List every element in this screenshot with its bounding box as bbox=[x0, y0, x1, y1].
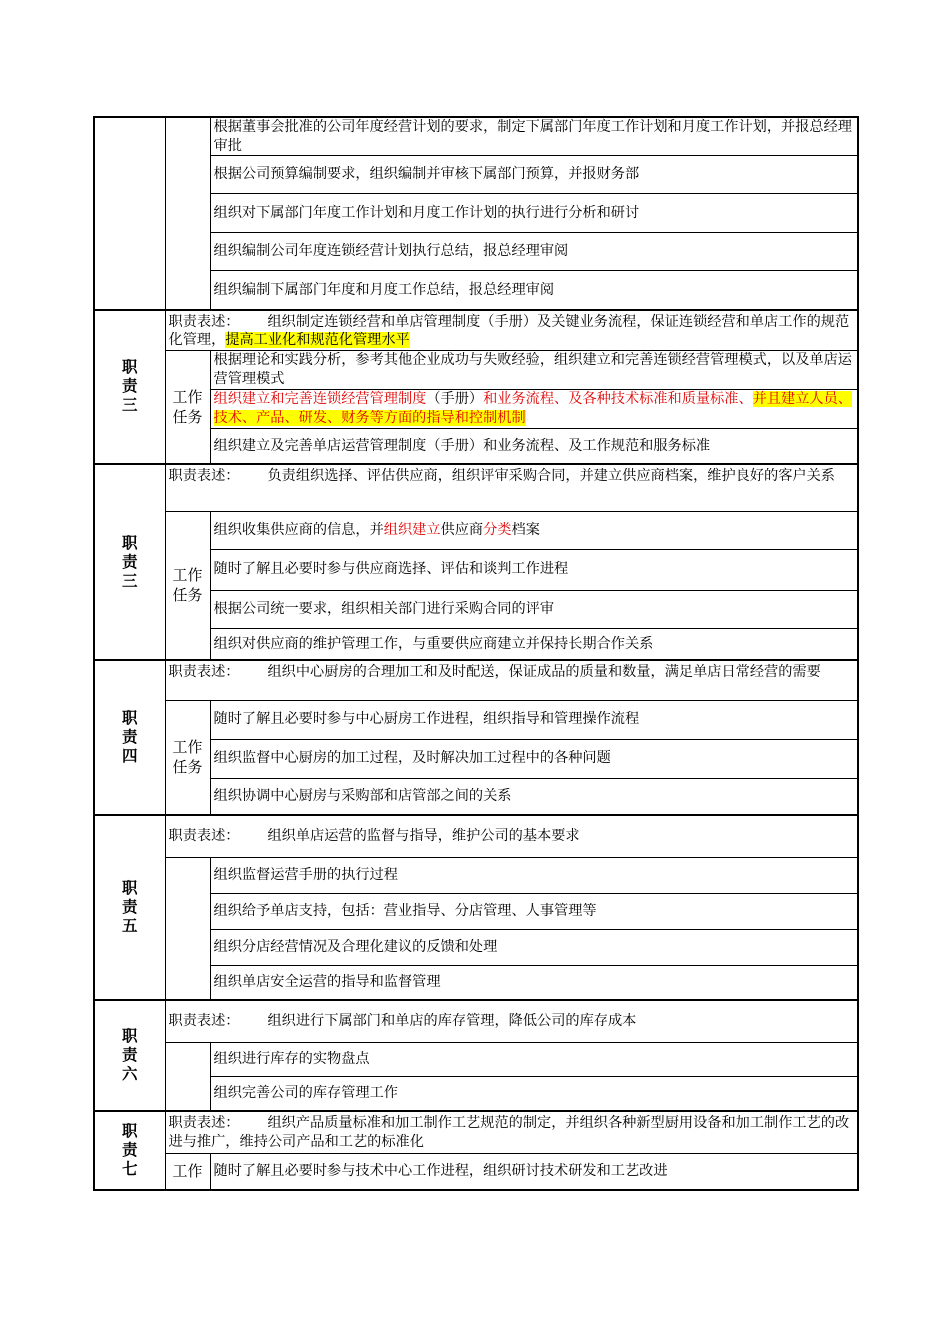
task-label-empty bbox=[165, 857, 210, 1000]
task-row: 组织监督运营手册的执行过程 bbox=[210, 857, 858, 893]
task-row: 根据理论和实践分析，参考其他企业成功与失败经验，组织建立和完善连锁经营管理模式，以及单店运营管理模式 bbox=[210, 350, 858, 389]
task-row: 根据公司统一要求，组织相关部门进行采购合同的评审 bbox=[210, 590, 858, 628]
task-row: 组织收集供应商的信息，并组织建立供应商分类档案 bbox=[210, 511, 858, 549]
task-row: 组织完善公司的库存管理工作 bbox=[210, 1076, 858, 1111]
task-row: 组织给予单店支持，包括：营业指导、分店管理、人事管理等 bbox=[210, 893, 858, 929]
duty-statement: 职责表述： 组织单店运营的监督与指导，维护公司的基本要求 bbox=[165, 815, 858, 857]
task-row: 组织对下属部门年度工作计划和月度工作计划的执行进行分析和研讨 bbox=[210, 194, 858, 233]
duty-label: 职 责 七 bbox=[94, 1111, 165, 1190]
task-row: 根据董事会批准的公司年度经营计划的要求，制定下属部门年度工作计划和月度工作计划，并报总经理审批 bbox=[210, 117, 858, 156]
duty-statement: 职责表述： 负责组织选择、评估供应商，组织评审采购合同，并建立供应商档案，维护良好的客户关系 bbox=[165, 464, 858, 511]
task-row: 组织单店安全运营的指导和监督管理 bbox=[210, 965, 858, 1000]
task-label: 工作 任务 bbox=[165, 700, 210, 815]
duty-table bbox=[93, 116, 859, 1191]
duty-label: 职 责 三 bbox=[94, 310, 165, 465]
duty-label: 职 责 三 bbox=[94, 464, 165, 660]
task-row: 组织对供应商的维护管理工作，与重要供应商建立并保持长期合作关系 bbox=[210, 628, 858, 660]
duty-statement: 职责表述： 组织产品质量标准和加工制作工艺规范的制定，并组织各种新型厨用设备和加工制作工艺的改进与推广，维持公司产品和工艺的标准化 bbox=[165, 1111, 858, 1153]
duty-label: 职 责 六 bbox=[94, 1000, 165, 1111]
task-row: 根据公司预算编制要求，组织编制并审核下属部门预算，并报财务部 bbox=[210, 156, 858, 194]
task-row: 组织建立及完善单店运营管理制度（手册）和业务流程、及工作规范和服务标准 bbox=[210, 428, 858, 464]
task-label: 工作 任务 bbox=[165, 511, 210, 660]
task-row: 组织进行库存的实物盘点 bbox=[210, 1042, 858, 1076]
task-row: 随时了解且必要时参与中心厨房工作进程，组织指导和管理操作流程 bbox=[210, 700, 858, 739]
task-row: 组织编制公司年度连锁经营计划执行总结，报总经理审阅 bbox=[210, 233, 858, 271]
task-row: 组织分店经营情况及合理化建议的反馈和处理 bbox=[210, 929, 858, 965]
task-row: 组织协调中心厨房与采购部和店管部之间的关系 bbox=[210, 778, 858, 815]
duty-table-sheet bbox=[93, 116, 857, 1191]
task-row: 组织编制下属部门年度和月度工作总结，报总经理审阅 bbox=[210, 271, 858, 310]
duty-statement: 职责表述： 组织制定连锁经营和单店管理制度（手册）及关键业务流程，保证连锁经营和单店工作的规范化管理，提高工业化和规范化管理水平 bbox=[165, 310, 858, 351]
duty-label: 职 责 五 bbox=[94, 815, 165, 1000]
task-label: 工作 bbox=[165, 1153, 210, 1190]
duty-statement: 职责表述： 组织中心厨房的合理加工和及时配送，保证成品的质量和数量，满足单店日常经营的需要 bbox=[165, 660, 858, 700]
task-label-empty bbox=[165, 1042, 210, 1111]
top-label-cell bbox=[94, 117, 165, 310]
task-row: 随时了解且必要时参与供应商选择、评估和谈判工作进程 bbox=[210, 549, 858, 590]
task-row: 随时了解且必要时参与技术中心工作进程，组织研讨技术研发和工艺改进 bbox=[210, 1153, 858, 1190]
task-row: 组织建立和完善连锁经营管理制度（手册）和业务流程、及各种技术标准和质量标准、并且建立人员、技术、产品、研发、财务等方面的指导和控制机制 bbox=[210, 389, 858, 428]
top-task-label-cell bbox=[165, 117, 210, 310]
task-row: 组织监督中心厨房的加工过程，及时解决加工过程中的各种问题 bbox=[210, 739, 858, 778]
duty-statement: 职责表述： 组织进行下属部门和单店的库存管理，降低公司的库存成本 bbox=[165, 1000, 858, 1042]
duty-label: 职 责 四 bbox=[94, 660, 165, 815]
task-label: 工作 任务 bbox=[165, 350, 210, 464]
